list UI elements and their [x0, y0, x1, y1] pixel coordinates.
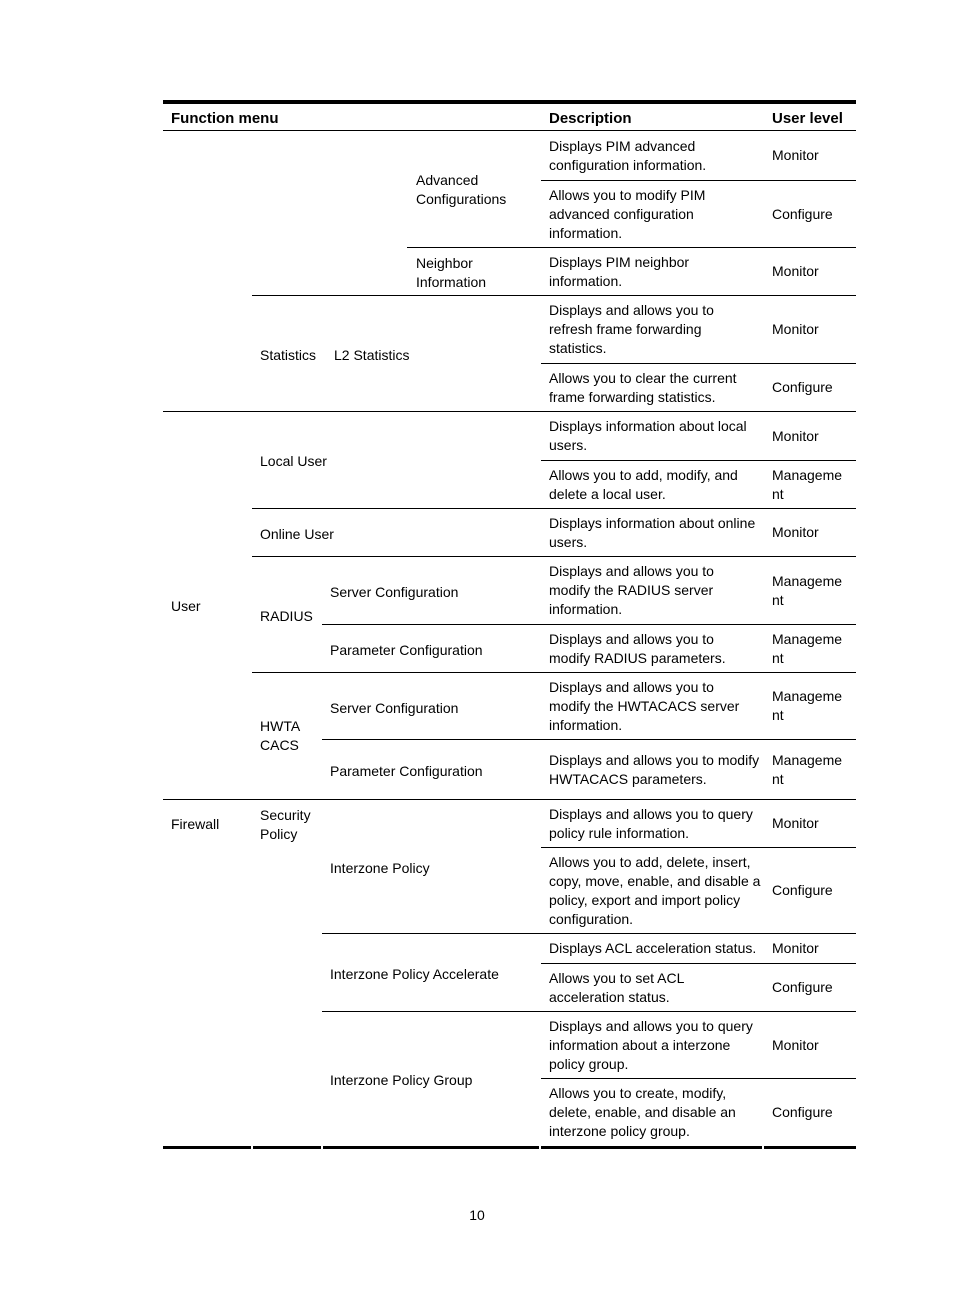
user-level-cell: Manageme nt — [772, 630, 843, 666]
menu-interzone-policy: Interzone Policy — [330, 859, 430, 876]
header-description: Description — [549, 110, 632, 127]
description-cell: Displays and allows you to refresh frame forwarding statistics. — [549, 302, 714, 356]
menu-interzone-policy-group: Interzone Policy Group — [330, 1071, 473, 1088]
user-level-cell: Monitor — [772, 147, 819, 163]
menu-online-user: Online User — [260, 525, 334, 542]
menu-hwtacacs-server-configuration: Server Configuration — [330, 699, 459, 716]
menu-radius-server-configuration: Server Configuration — [330, 583, 459, 600]
menu-hwtacacs-parameter-configuration: Parameter Configuration — [330, 762, 483, 779]
description-cell: Allows you to modify PIM advanced configuration information. — [549, 186, 706, 241]
description-cell: Displays and allows you to modify RADIUS parameters. — [549, 630, 726, 666]
table-top-rule — [163, 100, 856, 104]
user-level-cell: Configure — [772, 1104, 833, 1120]
header-function-menu: Function menu — [171, 110, 279, 127]
user-level-cell: Monitor — [772, 815, 819, 831]
user-level-cell: Monitor — [772, 321, 819, 337]
user-level-cell: Monitor — [772, 1036, 819, 1053]
table-bottom-rule — [323, 1146, 539, 1149]
menu-hwtacacs — [260, 717, 300, 755]
user-level-cell: Manageme nt — [772, 688, 843, 723]
user-level-cell: Monitor — [772, 940, 819, 956]
menu-radius-parameter-configuration: Parameter Configuration — [330, 641, 483, 658]
description-cell: Displays ACL acceleration status. — [549, 940, 757, 956]
description-cell: Displays PIM neighbor information. — [549, 253, 690, 289]
menu-local-user: Local User — [260, 452, 327, 469]
user-level-cell: Manageme nt — [772, 751, 843, 787]
user-level-cell: Manageme nt — [772, 466, 843, 502]
description-cell: Displays and allows you to modify HWTACACS parameters. — [549, 751, 760, 787]
description-cell: Allows you to clear the current frame forwarding statistics. — [549, 369, 737, 405]
description-cell: Displays information about online users. — [549, 514, 756, 550]
table-bottom-rule — [764, 1146, 856, 1149]
description-cell: Displays information about local users. — [549, 418, 747, 453]
description-cell: Allows you to add, delete, insert, copy, move, enable, and disable a policy, export and import policy configuration. — [549, 853, 761, 927]
menu-l2-statistics: L2 Statistics — [334, 346, 410, 363]
user-level-cell: Configure — [772, 205, 833, 222]
description-cell: Displays and allows you to modify the RADIUS server information. — [549, 563, 714, 617]
user-level-cell: Configure — [772, 379, 833, 395]
description-cell: Displays and allows you to query policy rule information. — [549, 805, 753, 841]
description-cell: Allows you to create, modify, delete, enable, and disable an interzone policy group. — [549, 1085, 736, 1139]
menu-hwtacacs-line1: HWTA — [260, 718, 301, 734]
table-bottom-rule — [163, 1146, 251, 1149]
menu-hwtacacs-line2: CACS — [260, 737, 299, 753]
page-number: 10 — [469, 1207, 485, 1223]
menu-neighbor-information: Neighbor Information — [416, 255, 487, 290]
user-level-cell: Monitor — [772, 524, 819, 540]
menu-statistics: Statistics — [260, 346, 317, 363]
description-cell: Displays and allows you to query information about a interzone policy group. — [549, 1017, 753, 1072]
description-cell: Displays PIM advanced configuration information. — [549, 137, 707, 173]
menu-user: User — [171, 597, 201, 614]
user-level-cell: Configure — [772, 979, 833, 995]
menu-security-policy: Security Policy — [260, 807, 311, 842]
user-level-cell: Manageme nt — [772, 572, 843, 608]
menu-advanced-configurations: Advanced Configurations — [416, 172, 507, 207]
menu-radius: RADIUS — [260, 607, 313, 624]
menu-firewall: Firewall — [171, 815, 220, 832]
description-cell: Allows you to add, modify, and delete a local user. — [549, 466, 738, 502]
user-level-cell: Monitor — [772, 427, 819, 444]
table-bottom-rule — [253, 1146, 321, 1149]
user-level-cell: Configure — [772, 882, 833, 898]
table-bottom-rule — [541, 1146, 762, 1149]
description-cell: Allows you to set ACL acceleration status. — [549, 969, 684, 1005]
description-cell: Displays and allows you to modify the HWTACACS server information. — [549, 678, 740, 733]
header-user-level: User level — [772, 110, 843, 127]
user-level-cell: Monitor — [772, 263, 819, 279]
menu-interzone-policy-accelerate: Interzone Policy Accelerate — [330, 965, 499, 982]
